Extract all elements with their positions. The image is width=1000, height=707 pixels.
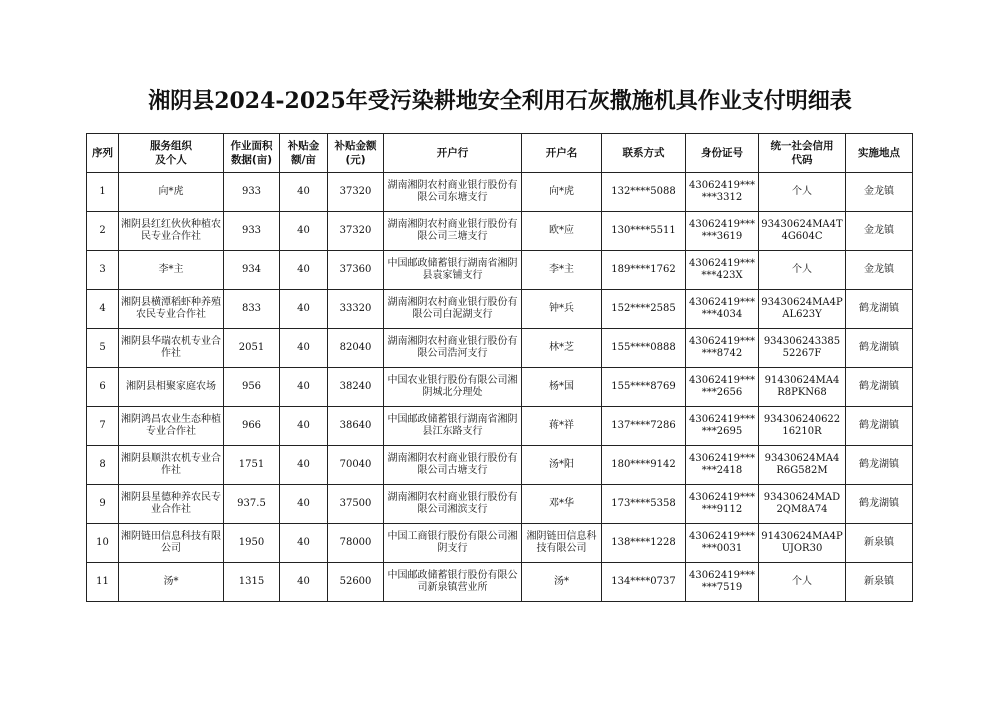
cell-area: 1315: [224, 563, 280, 602]
header-id-number: 身份证号: [686, 134, 759, 173]
cell-rate: 40: [280, 290, 328, 329]
cell-area: 833: [224, 290, 280, 329]
cell-rate: 40: [280, 563, 328, 602]
cell-serial: 6: [87, 368, 119, 407]
cell-location: 金龙镇: [846, 251, 913, 290]
cell-location: 鹤龙湖镇: [846, 329, 913, 368]
cell-organization: 湘阴链田信息科技有限公司: [119, 524, 224, 563]
cell-organization: 湘阴县红红伙伙种植农民专业合作社: [119, 212, 224, 251]
table-body: [87, 173, 913, 602]
cell-amount: 82040: [328, 329, 384, 368]
table-row: [87, 251, 913, 290]
cell-id-number: 43062419******0031: [686, 524, 759, 563]
cell-area: 1950: [224, 524, 280, 563]
cell-area: 933: [224, 173, 280, 212]
cell-bank: 中国邮政储蓄银行股份有限公司新泉镇营业所: [384, 563, 522, 602]
cell-rate: 40: [280, 485, 328, 524]
cell-phone: 180****9142: [602, 446, 686, 485]
table-row: [87, 485, 913, 524]
cell-bank: 中国邮政储蓄银行湖南省湘阴县袁家铺支行: [384, 251, 522, 290]
cell-id-number: 43062419******423X: [686, 251, 759, 290]
cell-serial: 7: [87, 407, 119, 446]
cell-serial: 2: [87, 212, 119, 251]
cell-id-number: 43062419******3619: [686, 212, 759, 251]
cell-phone: 130****5511: [602, 212, 686, 251]
cell-phone: 173****5358: [602, 485, 686, 524]
cell-rate: 40: [280, 329, 328, 368]
cell-organization: 湘阴县星德种养农民专业合作社: [119, 485, 224, 524]
cell-phone: 134****0737: [602, 563, 686, 602]
cell-location: 金龙镇: [846, 173, 913, 212]
cell-rate: 40: [280, 368, 328, 407]
header-organization: 服务组织 及个人: [119, 134, 224, 173]
cell-rate: 40: [280, 251, 328, 290]
cell-location: 新泉镇: [846, 524, 913, 563]
table-row: [87, 290, 913, 329]
cell-amount: 78000: [328, 524, 384, 563]
cell-account-name: 向*虎: [522, 173, 602, 212]
cell-organization: 汤*: [119, 563, 224, 602]
header-account-name: 开户名: [522, 134, 602, 173]
cell-location: 金龙镇: [846, 212, 913, 251]
cell-rate: 40: [280, 524, 328, 563]
cell-bank: 湖南湘阴农村商业银行股份有限公司湘滨支行: [384, 485, 522, 524]
cell-amount: 52600: [328, 563, 384, 602]
cell-organization: 湘阴县横潭稻虾种养殖农民专业合作社: [119, 290, 224, 329]
cell-serial: 9: [87, 485, 119, 524]
header-rate: 补贴金 额/亩: [280, 134, 328, 173]
cell-area: 966: [224, 407, 280, 446]
table-row: [87, 407, 913, 446]
cell-organization: 向*虎: [119, 173, 224, 212]
cell-phone: 137****7286: [602, 407, 686, 446]
cell-rate: 40: [280, 212, 328, 251]
cell-credit-code: 93430624MA4R6G582M: [759, 446, 846, 485]
cell-rate: 40: [280, 173, 328, 212]
cell-serial: 1: [87, 173, 119, 212]
cell-amount: 37500: [328, 485, 384, 524]
cell-credit-code: 91430624MA4R8PKN68: [759, 368, 846, 407]
cell-credit-code: 934306240622 16210R: [759, 407, 846, 446]
cell-account-name: 汤*: [522, 563, 602, 602]
cell-amount: 70040: [328, 446, 384, 485]
cell-rate: 40: [280, 407, 328, 446]
cell-bank: 中国邮政储蓄银行湖南省湘阴县江东路支行: [384, 407, 522, 446]
page-title: 湘阴县2024-2025年受污染耕地安全利用石灰撒施机具作业支付明细表: [148, 88, 852, 114]
cell-bank: 湖南湘阴农村商业银行股份有限公司古塘支行: [384, 446, 522, 485]
cell-serial: 11: [87, 563, 119, 602]
table-row: [87, 329, 913, 368]
cell-amount: 33320: [328, 290, 384, 329]
cell-serial: 10: [87, 524, 119, 563]
cell-location: 鹤龙湖镇: [846, 368, 913, 407]
cell-location: 新泉镇: [846, 563, 913, 602]
cell-credit-code: 93430624MA4PAL623Y: [759, 290, 846, 329]
cell-phone: 155****8769: [602, 368, 686, 407]
cell-organization: 湘阴县相聚家庭农场: [119, 368, 224, 407]
cell-id-number: 43062419******2656: [686, 368, 759, 407]
cell-bank: 中国农业银行股份有限公司湘阴城北分理处: [384, 368, 522, 407]
header-location: 实施地点: [846, 134, 913, 173]
cell-id-number: 43062419******2695: [686, 407, 759, 446]
header-credit-code: 统一社会信用 代码: [759, 134, 846, 173]
cell-area: 1751: [224, 446, 280, 485]
header-phone: 联系方式: [602, 134, 686, 173]
cell-credit-code: 93430624MA4T4G604C: [759, 212, 846, 251]
cell-serial: 5: [87, 329, 119, 368]
cell-area: 934: [224, 251, 280, 290]
cell-bank: 湖南湘阴农村商业银行股份有限公司白泥湖支行: [384, 290, 522, 329]
cell-organization: 湘阴县华瑞农机专业合作社: [119, 329, 224, 368]
cell-area: 937.5: [224, 485, 280, 524]
cell-account-name: 杨*国: [522, 368, 602, 407]
cell-account-name: 邓*华: [522, 485, 602, 524]
cell-account-name: 欧*应: [522, 212, 602, 251]
cell-bank: 湖南湘阴农村商业银行股份有限公司浩河支行: [384, 329, 522, 368]
cell-account-name: 李*主: [522, 251, 602, 290]
cell-account-name: 钟*兵: [522, 290, 602, 329]
cell-bank: 湖南湘阴农村商业银行股份有限公司东塘支行: [384, 173, 522, 212]
cell-credit-code: 934306243385 52267F: [759, 329, 846, 368]
cell-account-name: 汤*阳: [522, 446, 602, 485]
table-row: [87, 368, 913, 407]
header-amount: 补贴金额 (元): [328, 134, 384, 173]
cell-phone: 189****1762: [602, 251, 686, 290]
cell-amount: 38240: [328, 368, 384, 407]
cell-phone: 155****0888: [602, 329, 686, 368]
cell-area: 933: [224, 212, 280, 251]
cell-amount: 37320: [328, 212, 384, 251]
cell-organization: 湘阴县顺洪农机专业合作社: [119, 446, 224, 485]
cell-amount: 37360: [328, 251, 384, 290]
cell-id-number: 43062419******7519: [686, 563, 759, 602]
table-row: [87, 524, 913, 563]
cell-id-number: 43062419******4034: [686, 290, 759, 329]
cell-credit-code: 个人: [759, 563, 846, 602]
cell-credit-code: 91430624MA4PUJOR30: [759, 524, 846, 563]
cell-area: 2051: [224, 329, 280, 368]
cell-account-name: 湘阴链田信息科技有限公司: [522, 524, 602, 563]
cell-serial: 4: [87, 290, 119, 329]
cell-amount: 37320: [328, 173, 384, 212]
cell-account-name: 蒋*祥: [522, 407, 602, 446]
table-row: [87, 173, 913, 212]
cell-phone: 132****5088: [602, 173, 686, 212]
cell-location: 鹤龙湖镇: [846, 407, 913, 446]
table-row: [87, 446, 913, 485]
cell-id-number: 43062419******3312: [686, 173, 759, 212]
table-header-row: [87, 134, 913, 173]
cell-amount: 38640: [328, 407, 384, 446]
table-row: [87, 563, 913, 602]
cell-bank: 中国工商银行股份有限公司湘阴支行: [384, 524, 522, 563]
cell-location: 鹤龙湖镇: [846, 290, 913, 329]
cell-id-number: 43062419******9112: [686, 485, 759, 524]
cell-credit-code: 93430624MAD2QM8A74: [759, 485, 846, 524]
cell-area: 956: [224, 368, 280, 407]
header-bank: 开户行: [384, 134, 522, 173]
table-row: [87, 212, 913, 251]
cell-phone: 138****1228: [602, 524, 686, 563]
cell-serial: 8: [87, 446, 119, 485]
cell-id-number: 43062419******8742: [686, 329, 759, 368]
header-serial: 序列: [87, 134, 119, 173]
cell-location: 鹤龙湖镇: [846, 485, 913, 524]
cell-organization: 李*主: [119, 251, 224, 290]
cell-phone: 152****2585: [602, 290, 686, 329]
cell-credit-code: 个人: [759, 251, 846, 290]
cell-id-number: 43062419******2418: [686, 446, 759, 485]
payment-detail-table: [86, 133, 913, 602]
cell-location: 鹤龙湖镇: [846, 446, 913, 485]
cell-organization: 湘阴鸿昌农业生态种植专业合作社: [119, 407, 224, 446]
header-area: 作业面积 数据(亩): [224, 134, 280, 173]
cell-account-name: 林*芝: [522, 329, 602, 368]
cell-rate: 40: [280, 446, 328, 485]
cell-bank: 湖南湘阴农村商业银行股份有限公司三塘支行: [384, 212, 522, 251]
cell-credit-code: 个人: [759, 173, 846, 212]
cell-serial: 3: [87, 251, 119, 290]
